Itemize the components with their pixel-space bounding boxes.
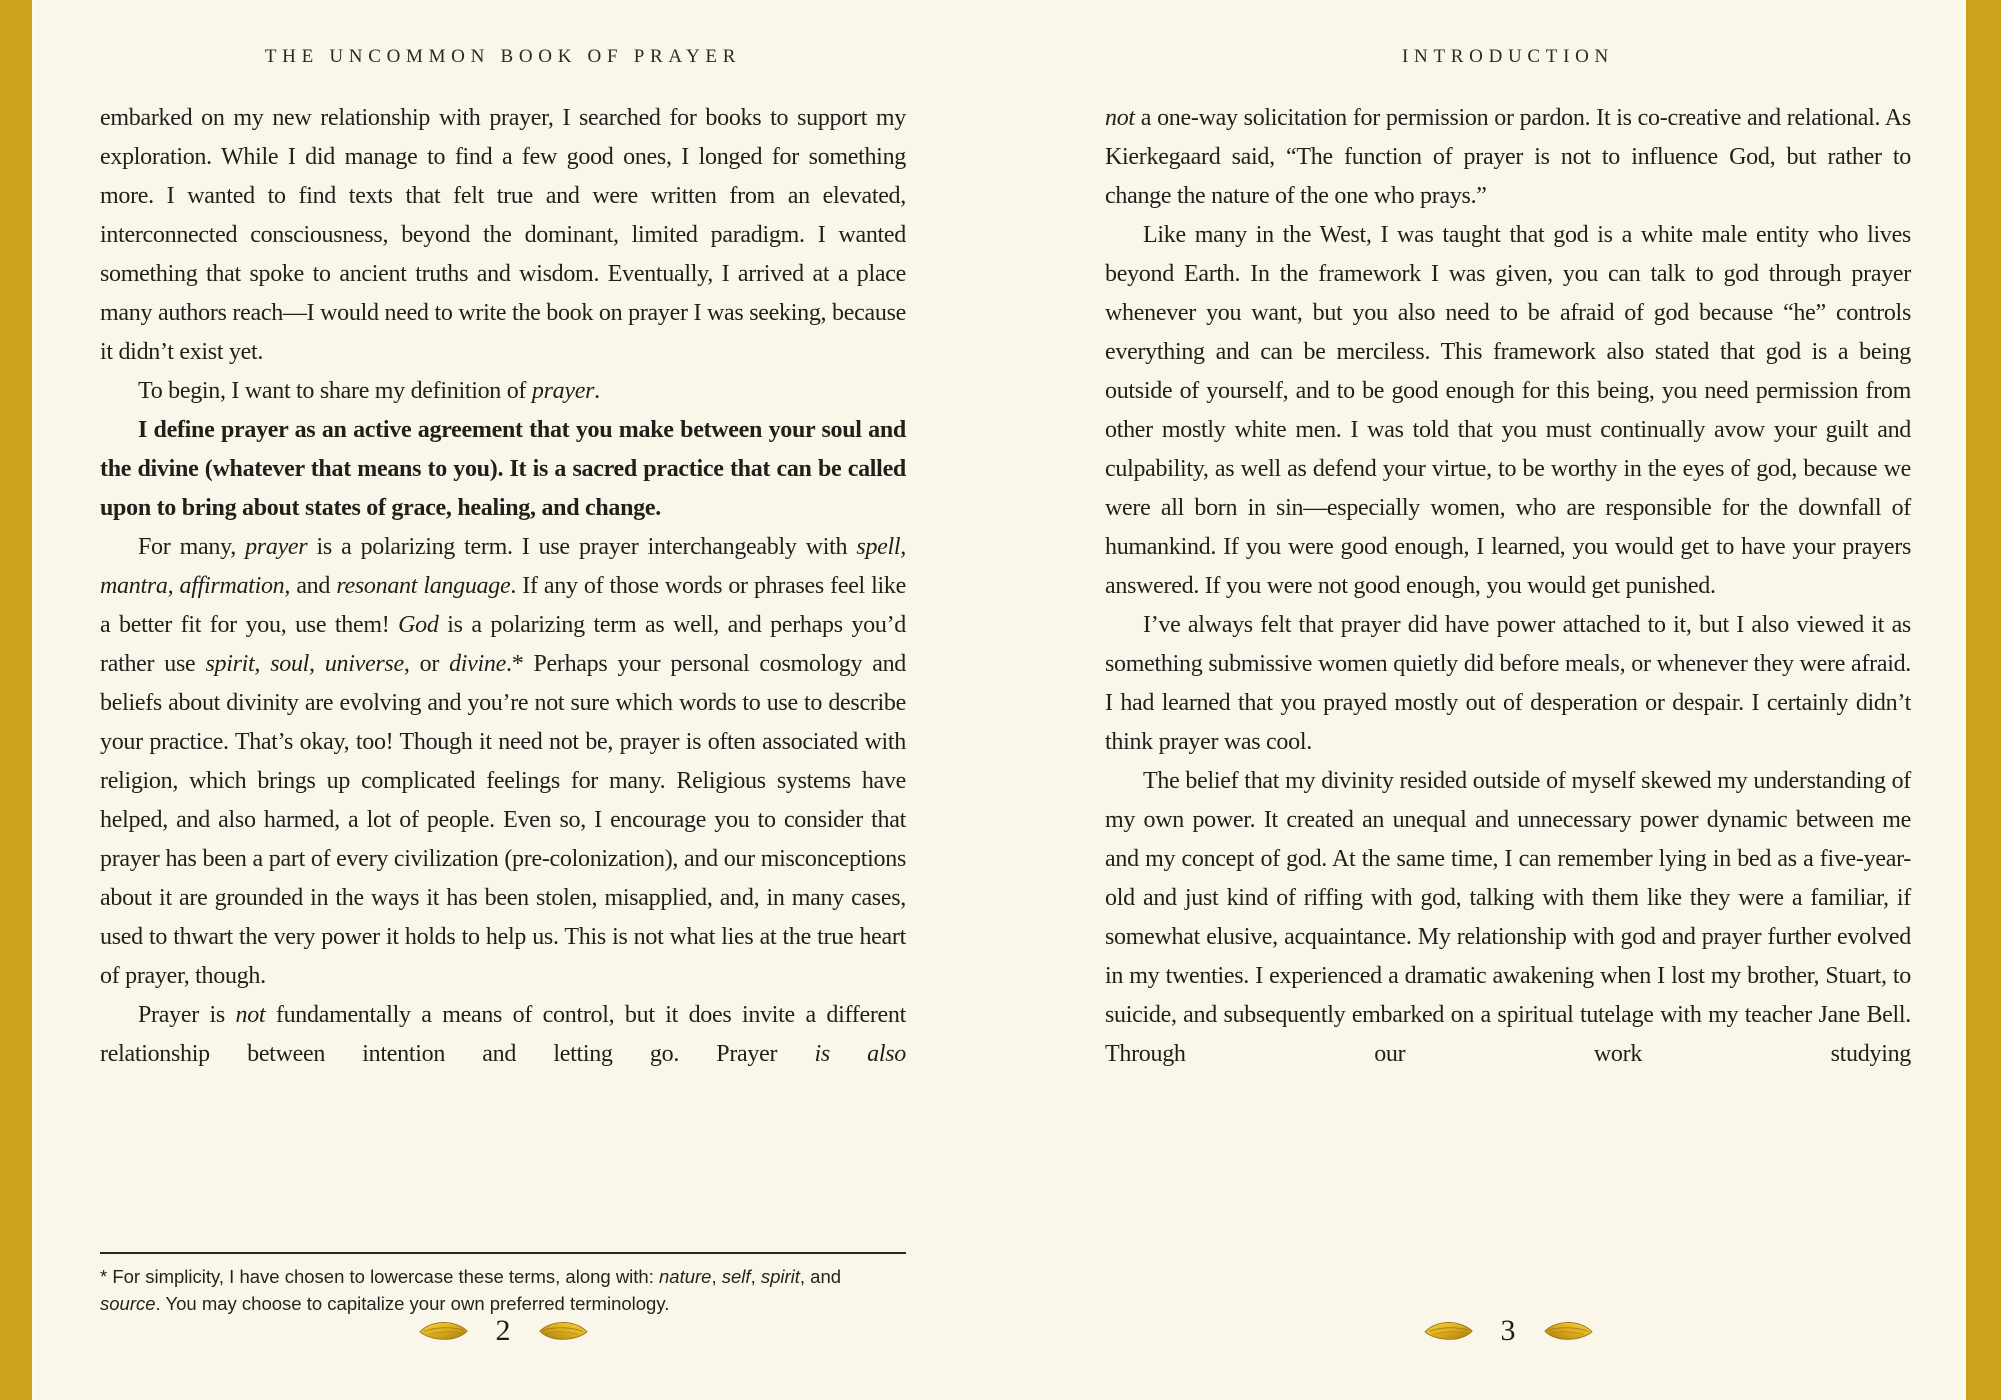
page-body-left — [100, 99, 906, 1074]
paragraph: I’ve always felt that prayer did have power attached to it, but I also viewed it as something submissive women quietly did before meals, or whenever they were afraid. I had learned that you prayed mostly out of desperation or despair. I certainly didn’t think prayer was cool. — [1105, 612, 1911, 755]
running-head-right: INTRODUCTION — [1402, 46, 1614, 67]
paragraph: The belief that my divinity resided outside of myself skewed my understanding of my own power. It created an unequal and unnecessary power dynamic between me and my concept of god. At the same time, I can remember lying in bed as a five-year-old and just kind of riffing with god, talking with them like they were a familiar, if somewhat elusive, acquaintance. My relationship with god and prayer further evolved in my twenties. I experienced a dramatic awakening when I lost my brother, Stuart, to suicide, and subsequently embarked on a spiritual tutelage with my teacher Jane Bell. Through our work studying — [1105, 768, 1911, 1067]
paragraph: To begin, I want to share my definition of prayer. — [138, 378, 600, 404]
gold-stripe-right — [1962, 0, 2001, 1400]
page-number-right: 3 — [1500, 1314, 1516, 1347]
gold-leaf-icon — [1542, 1319, 1594, 1343]
folio-left — [100, 1316, 906, 1346]
page-right — [1105, 0, 1911, 1400]
footnote: * For simplicity, I have chosen to lowercase these terms, along with: nature, self, spirit, and source. You may choose to capitalize your own preferred terminology. — [100, 1266, 842, 1314]
page-body-right — [1105, 99, 1911, 1074]
folio-right — [1105, 1316, 1911, 1346]
page-number-left: 2 — [495, 1314, 511, 1347]
paragraph: Prayer is not fundamentally a means of control, but it does invite a different relationship between intention and letting go. Prayer is also — [100, 1002, 907, 1067]
gold-leaf-icon — [1423, 1319, 1475, 1343]
running-head-left: THE UNCOMMON BOOK OF PRAYER — [264, 46, 742, 67]
paragraph: For many, prayer is a polarizing term. I use prayer interchangeably with spell, mantra, affirmation, and resonant language. If any of those words or phrases feel like a better fit for you, use them! God is a polarizing term as well, and perhaps you’d rather use spirit, soul, universe, or divine.* Perhaps your personal cosmology and beliefs about divinity are evolving and you’re not sure which words to use to describe your practice. That’s okay, too! Though it need not be, prayer is often associated with religion, which brings up complicated feelings for many. Religious systems have helped, and also harmed, a lot of people. Even so, I encourage you to consider that prayer has been a part of every civilization (pre-colonization), and our misconceptions about it are grounded in the ways it has been stolen, misapplied, and, in many cases, used to thwart the very power it holds to help us. This is not what lies at the true heart of prayer, though. — [100, 534, 906, 989]
gold-stripe-left — [0, 0, 36, 1400]
gold-leaf-icon — [537, 1319, 589, 1343]
gold-leaf-icon — [418, 1319, 470, 1343]
footnote-rule — [100, 1252, 906, 1254]
paragraph: I define prayer as an active agreement that you make between your soul and the divine (whatever that means to you). It is a sacred practice that can be called upon to bring about states of grace, healing, and change. — [100, 417, 906, 521]
paragraph: Like many in the West, I was taught that god is a white male entity who lives beyond Earth. In the framework I was given, you can talk to god through prayer whenever you want, but you also need to be afraid of god because “he” controls everything and can be merciless. This framework also stated that god is a being outside of yourself, and to be good enough for this being, you need permission from other mostly white men. I was told that you must continually avow your guilt and culpability, as well as defend your virtue, to be worthy in the eyes of god, because we were all born in sin—especially women, who are responsible for the downfall of humankind. If you were good enough, I learned, you would get to have your prayers answered. If you were not good enough, you would get punished. — [1105, 222, 1911, 599]
paragraph: not a one-way solicitation for permission or pardon. It is co-creative and relational. As Kierkegaard said, “The function of prayer is not to influence God, but rather to change the nature of the one who prays.” — [1105, 105, 1911, 209]
page-left — [100, 0, 906, 1400]
paragraph: embarked on my new relationship with prayer, I searched for books to support my exploration. While I did manage to find a few good ones, I longed for something more. I wanted to find texts that felt true and were written from an elevated, interconnected consciousness, beyond the dominant, limited paradigm. I wanted something that spoke to ancient truths and wisdom. Eventually, I arrived at a place many authors reach—I would need to write the book on prayer I was seeking, because it didn’t exist yet. — [100, 105, 906, 365]
